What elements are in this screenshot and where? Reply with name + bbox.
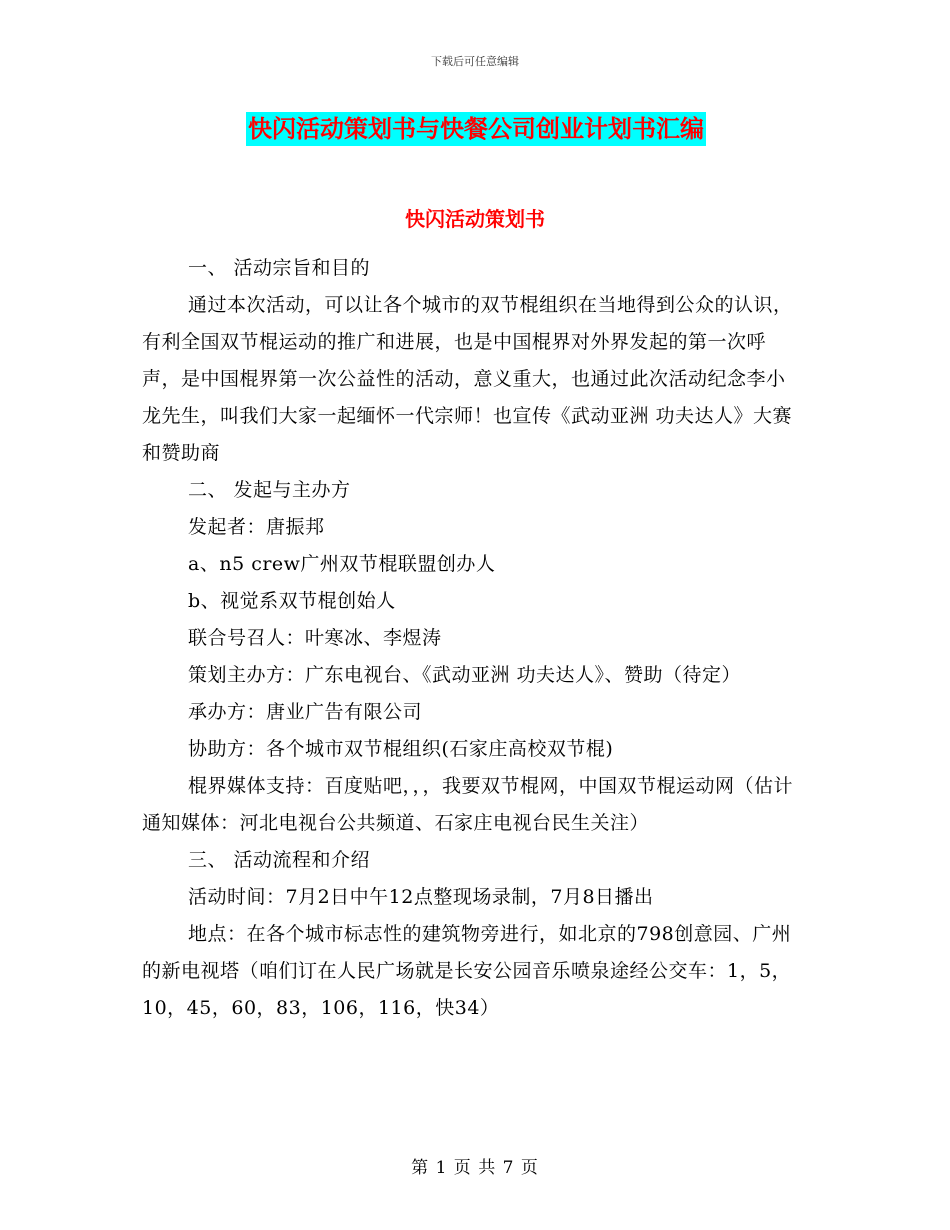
paragraph-initiator-a: a、n5 crew广州双节棍联盟创办人 bbox=[188, 553, 496, 575]
paragraph-time: 活动时间：7月2日中午12点整现场录制，7月8日播出 bbox=[188, 886, 654, 908]
section-title: 快闪活动策划书 bbox=[405, 207, 545, 231]
page-footer: 第 1 页 共 7 页 bbox=[411, 1158, 539, 1178]
paragraph-host: 策划主办方：广东电视台、《武动亚洲 功夫达人》、赞助（待定） bbox=[188, 664, 742, 686]
header-note: 下载后可任意编辑 bbox=[431, 55, 519, 68]
paragraph-assistant: 协助方：各个城市双节棍组织(石家庄高校双节棍) bbox=[188, 738, 614, 760]
heading-process: 三、 活动流程和介绍 bbox=[188, 849, 371, 871]
paragraph-media: 棍界媒体支持：百度贴吧，，，我要双节棍网，中国双节棍运动网（估计通知媒体：河北电视台公共频道、石家庄电视台民生关注） bbox=[142, 775, 794, 834]
paragraph-purpose: 通过本次活动，可以让各个城市的双节棍组织在当地得到公众的认识，有利全国双节棍运动的推广和进展，也是中国棍界对外界发起的第一次呼声，是中国棍界第一次公益性的活动，意义重大，也通过此次活动纪念李小龙先生，叫我们大家一起缅怀一代宗师！也宣传《武动亚洲 功夫达人》大赛和赞助商 bbox=[142, 294, 793, 464]
document-body bbox=[142, 250, 802, 1027]
document-title: 快闪活动策划书与快餐公司创业计划书汇编 bbox=[246, 112, 706, 146]
paragraph-location: 地点：在各个城市标志性的建筑物旁进行，如北京的798创意园、广州的新电视塔（咱们订在人民广场就是长安公园音乐喷泉途经公交车：1，5，10，45，60，83，106，116，快34） bbox=[142, 923, 792, 1019]
paragraph-initiator-b: b、视觉系双节棍创始人 bbox=[188, 590, 396, 612]
heading-purpose: 一、 活动宗旨和目的 bbox=[188, 257, 371, 279]
paragraph-co-callers: 联合号召人：叶寒冰、李煜涛 bbox=[188, 627, 442, 649]
paragraph-initiator: 发起者：唐振邦 bbox=[188, 516, 325, 538]
heading-organizers: 二、 发起与主办方 bbox=[188, 479, 351, 501]
paragraph-organizer: 承办方：唐业广告有限公司 bbox=[188, 701, 423, 723]
